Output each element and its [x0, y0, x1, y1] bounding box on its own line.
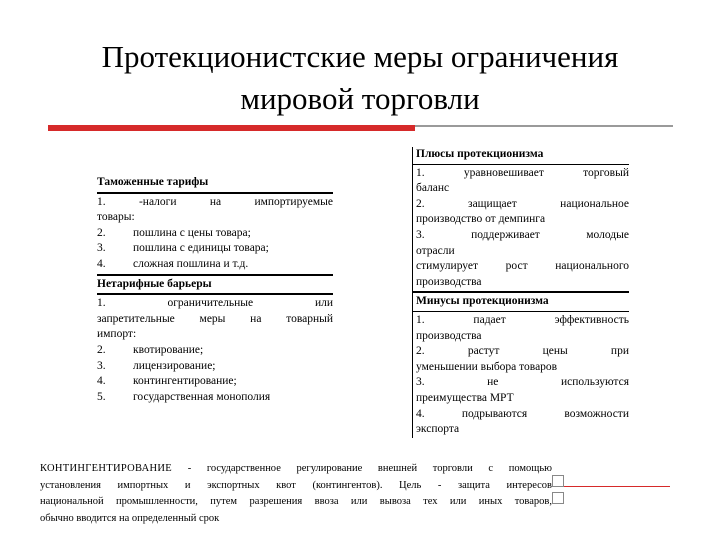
decorative-square — [552, 475, 564, 487]
definition-line: КОНТИНГЕНТИРОВАНИЕ - государственное регулирование внешней торговли с помощью — [40, 463, 552, 474]
list-item: 1. ограничительные или — [97, 297, 333, 310]
separator — [413, 291, 629, 293]
definition-line: национальной промышленности, путем разрешения ввоза или вывоза тех или иных товаров, — [40, 496, 552, 508]
list-item: производства — [416, 275, 482, 288]
list-item: 3. лицензирование; — [97, 359, 216, 372]
list-item: запретительные меры на товарный — [97, 312, 333, 325]
list-item: 3. не используются — [416, 376, 629, 389]
accent-bar — [48, 125, 415, 131]
list-item: производства — [416, 329, 482, 342]
separator — [413, 311, 629, 312]
nontariff-heading: Нетарифные барьеры — [97, 277, 212, 290]
tariffs-heading: Таможенные тарифы — [97, 176, 209, 188]
list-item: 1. -налоги на импортируемые — [97, 195, 333, 208]
list-item: 4. контингентирование; — [97, 375, 237, 388]
separator — [97, 293, 333, 295]
pros-cons-block — [412, 147, 629, 438]
list-item: товары: — [97, 211, 135, 224]
list-item: уменьшении выбора товаров — [416, 360, 558, 373]
slide-title-line-1: Протекционистские меры ограничения — [101, 39, 619, 74]
list-item: 2. растут цены при — [416, 345, 629, 358]
separator — [97, 274, 333, 276]
list-item: 3. пошлина с единицы товара; — [97, 242, 269, 255]
list-item: стимулирует рост национального — [416, 260, 629, 273]
definition-line: установления импортных и экспортных квот (контингентов). Цель - защита интересов — [40, 479, 552, 491]
measures-block — [97, 175, 333, 405]
slide-title — [40, 36, 680, 120]
list-item: 2. пошлина с цены товара; — [97, 226, 251, 239]
list-item: 4. подрываются возможности — [416, 407, 629, 420]
list-item: баланс — [416, 182, 450, 195]
divider-line — [415, 125, 673, 127]
list-item: отрасли — [416, 244, 455, 257]
decorative-line — [552, 486, 670, 487]
slide-title-line-2: мировой торговли — [240, 81, 480, 116]
definition-term: КОНТИНГЕНТИРОВАНИЕ — [40, 463, 173, 474]
list-item: 4. сложная пошлина и т.д. — [97, 257, 249, 270]
list-item: 2. квотирование; — [97, 343, 204, 356]
list-item: экспорта — [416, 423, 460, 436]
list-item: импорт: — [97, 328, 137, 341]
list-item: 2. защищает национальное — [416, 197, 629, 210]
definition-block — [40, 461, 552, 527]
list-item: 5. государственная монополия — [97, 390, 271, 403]
pros-heading: Плюсы протекционизма — [416, 148, 544, 160]
list-item: 1. падает эффективность — [416, 313, 629, 326]
separator — [97, 192, 333, 194]
cons-heading: Минусы протекционизма — [416, 295, 549, 308]
separator — [413, 164, 629, 165]
list-item: 3. поддерживает молодые — [416, 228, 629, 241]
list-item: 1. уравновешивает торговый — [416, 166, 629, 179]
decorative-square — [552, 492, 564, 504]
list-item: производство от демпинга — [416, 213, 546, 226]
list-item: преимущества МРТ — [416, 391, 514, 404]
definition-line: обычно вводится на определенный срок — [40, 512, 220, 524]
